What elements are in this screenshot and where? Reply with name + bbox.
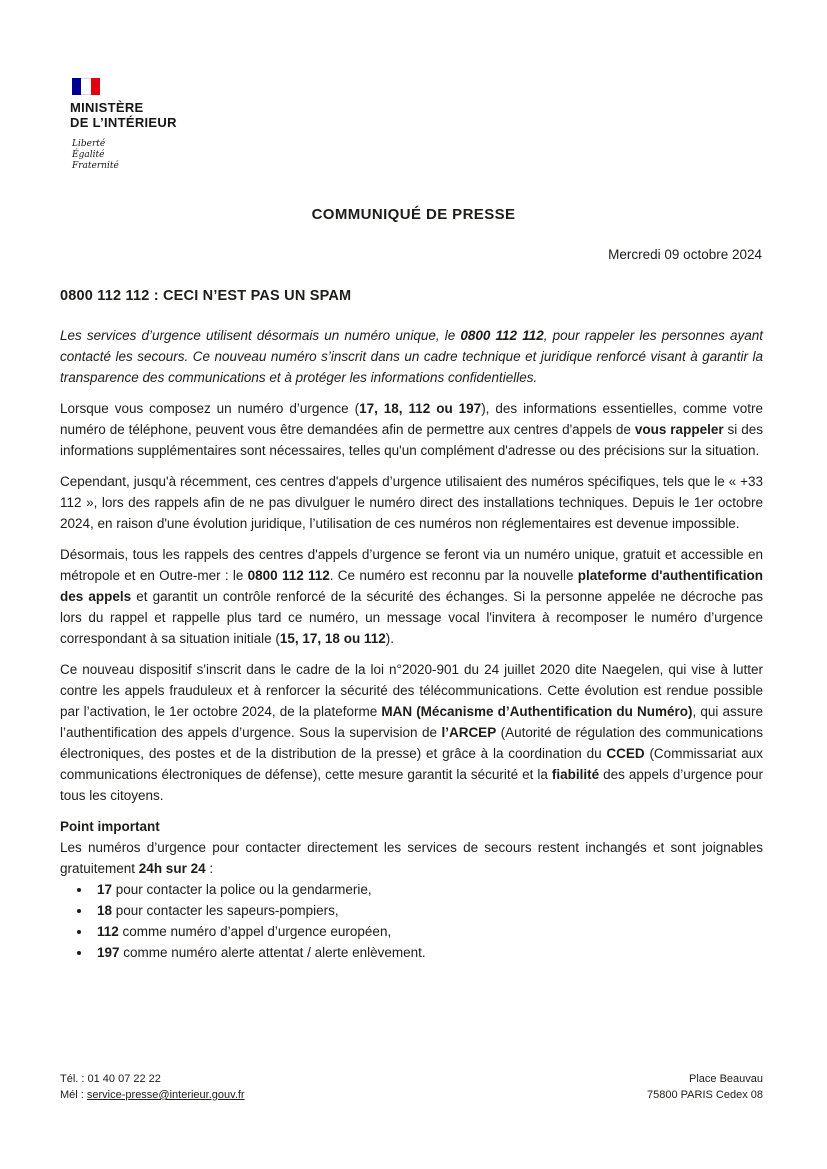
- page-footer: [60, 1071, 763, 1103]
- lead-paragraph: Les services d’urgence utilisent désormais un numéro unique, le 0800 112 112, pour rappeler les personnes ayant contacté les secours. Ce nouveau numéro s’inscrit dans un cadre technique et juridique renforcé visant à garantir la transparence des communications et à protéger les informations confidentielles.: [60, 328, 763, 385]
- republic-motto: [72, 139, 177, 172]
- list-item-17: • 17 pour contacter la police ou la gendarmerie,: [92, 879, 763, 900]
- motto-egalite: Égalité: [72, 150, 105, 160]
- footer-contact: [60, 1071, 245, 1103]
- document-title: COMMUNIQUÉ DE PRESSE: [311, 206, 516, 223]
- paragraph-3: Désormais, tous les rappels des centres d'appels d’urgence se feront via un numéro unique, gratuit et accessible en métropole et en Outre-mer : le 0800 112 112. Ce numéro est reconnu par la nouvelle plateforme d'authentification des appels et garantit un contrôle renforcé de la sécurité des échanges. Si la personne appelée ne décroche pas lors du rappel et rappelle plus tard ce numéro, un message vocal l'invitera à recomposer le numéro d’urgence correspondant à sa situation initiale (15, 17, 18 ou 112).: [60, 547, 764, 646]
- french-flag-icon: [72, 78, 100, 95]
- footer-email-link[interactable]: service-presse@interieur.gouv.fr: [86, 1089, 245, 1101]
- footer-email-line: [60, 1087, 245, 1103]
- point-important-intro: Les numéros d’urgence pour contacter directement les services de secours restent inchangés et sont joignables gratuitement 24h sur 24 :: [60, 840, 763, 876]
- footer-email-label: Mél :: [60, 1089, 87, 1101]
- paragraph-1: Lorsque vous composez un numéro d’urgence (17, 18, 112 ou 197), des informations essentielles, comme votre numéro de téléphone, peuvent vous être demandées afin de permettre aux centres d'appels de vous rappeler si des informations supplémentaires sont nécessaires, telles qu'un complément d'adresse ou des précisions sur la situation.: [60, 401, 764, 458]
- paragraph-4: Ce nouveau dispositif s'inscrit dans le cadre de la loi n°2020-901 du 24 juillet 2020 dite Naegelen, qui vise à lutter contre les appels frauduleux et à renforcer la sécurité des télécommunications. Cette évolution est rendue possible par l’activation, le 1er octobre 2024, de la plateforme MAN (Mécanisme d’Authentification du Numéro), qui assure l’authentification des appels d’urgence. Sous la supervision de l’ARCEP (Autorité de régulation des communications électroniques, des postes et de la distribution de la presse) et grâce à la coordination du CCED (Commissariat aux communications électroniques de défense), cette mesure garantit la sécurité et la fiabilité des appels d’urgence pour tous les citoyens.: [60, 662, 764, 803]
- footer-address-line1: Place Beauvau: [689, 1073, 763, 1085]
- footer-address: [647, 1071, 763, 1103]
- point-important-section: [60, 816, 763, 963]
- point-important-title: Point important: [60, 819, 160, 834]
- headline: 0800 112 112 : CECI N’EST PAS UN SPAM: [60, 288, 352, 304]
- paragraph-2: Cependant, jusqu'à récemment, ces centres d'appels d’urgence utilisaient des numéros spécifiques, tels que le « +33 112 », lors des rappels afin de ne pas divulguer le numéro direct des installations techniques. Depuis le 1er octobre 2024, en raison d'une évolution juridique, l’utilisation de ces numéros non réglementaires est devenue impossible.: [60, 474, 763, 531]
- press-release-body: [60, 286, 763, 963]
- list-item-18: • 18 pour contacter les sapeurs-pompiers,: [92, 900, 763, 921]
- motto-liberte: Liberté: [72, 139, 106, 149]
- motto-fraternite: Fraternité: [72, 161, 119, 171]
- ministry-name-line2: DE L’INTÉRIEUR: [70, 115, 177, 130]
- footer-address-line2: 75800 PARIS Cedex 08: [647, 1089, 763, 1101]
- ministry-name-line1: MINISTÈRE: [70, 100, 144, 115]
- emergency-numbers-list: [92, 879, 763, 963]
- list-item-197: • 197 comme numéro alerte attentat / alerte enlèvement.: [92, 942, 763, 963]
- press-release-date: Mercredi 09 octobre 2024: [608, 247, 762, 262]
- ministry-logo: [70, 78, 177, 172]
- footer-phone: Tél. : 01 40 07 22 22: [60, 1073, 161, 1085]
- ministry-name: [70, 100, 177, 130]
- list-item-112: • 112 comme numéro d’appel d’urgence européen,: [92, 921, 763, 942]
